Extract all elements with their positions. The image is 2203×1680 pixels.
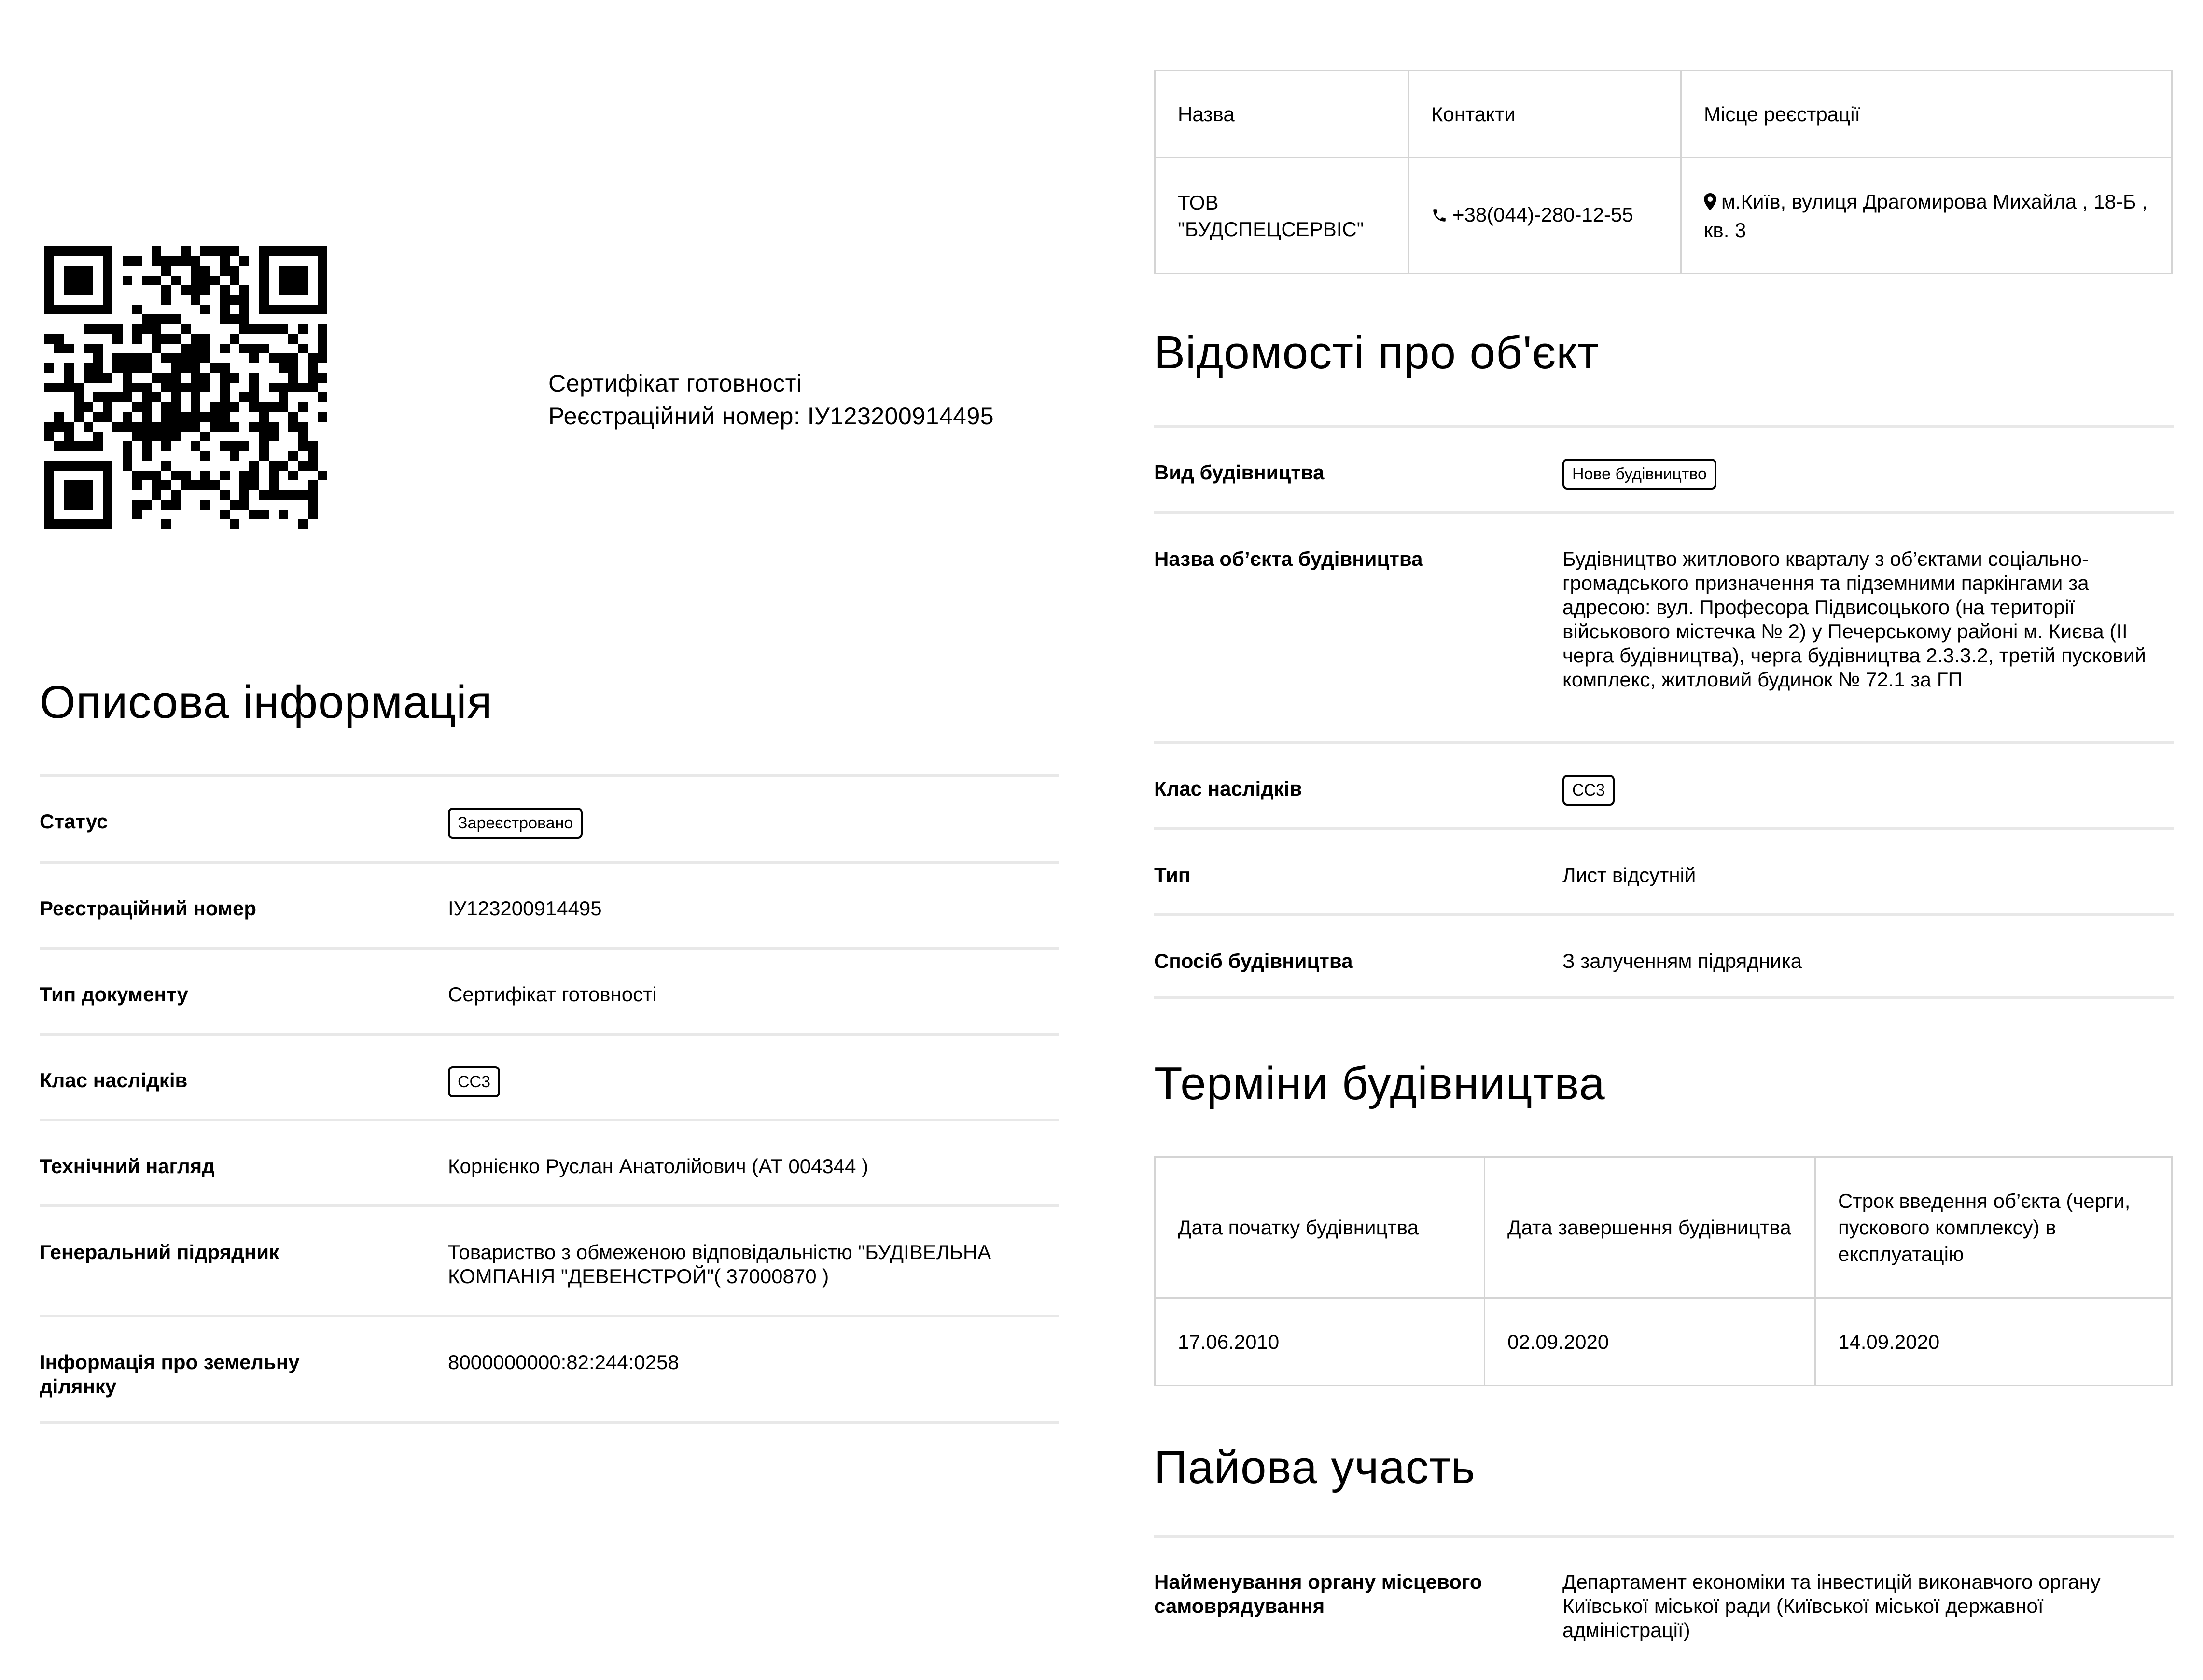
row-value: Будівництво житлового кварталу з об’єктами соціально-громадського призначення та підземними паркінгами за адресою: вул. Професора Підвисоцького (на території військового містечка № 2) у Печерському районі м. Києва (ІІ черга будівництва), черга будівництва 2.3.3.2, третій пусковий комплекс, житловий будинок № 72.1 за ГП: [1562, 547, 2146, 691]
commissioning-date: 14.09.2020: [1815, 1298, 2172, 1386]
header-start-date: Дата початку будівництва: [1155, 1157, 1485, 1298]
row-label: Вид будівництва: [1154, 461, 1325, 484]
row-value: Лист відсутній: [1562, 864, 1696, 886]
certificate-header: [548, 367, 994, 433]
row-label: Тип: [1154, 864, 1191, 886]
row-label: Генеральний підрядник: [40, 1241, 279, 1263]
company-address: [1681, 158, 2172, 274]
table-row: [40, 861, 1059, 947]
row-value: Товариство з обмеженою відповідальністю "БУДІВЕЛЬНА КОМПАНІЯ "ДЕВЕНСТРОЙ"( 37000870 ): [448, 1241, 991, 1288]
map-marker-icon: [1704, 190, 1716, 217]
row-value: Департамент економіки та інвестицій виконавчого органу Київської міської ради (Київської міської державної адміністрації): [1562, 1570, 2101, 1641]
row-label: Статус: [40, 810, 108, 833]
terms-title: Терміни будівництва: [1154, 1058, 1605, 1109]
table-row: [1154, 913, 2174, 999]
construction-type-badge: Нове будівництво: [1562, 459, 1716, 490]
object-info-table: [1154, 425, 2174, 999]
header-contacts: Контакти: [1408, 71, 1681, 158]
company-name: ТОВ "БУДСПЕЦСЕРВІС": [1155, 158, 1408, 274]
company-table: [1154, 70, 2173, 274]
table-row: [1154, 741, 2174, 827]
company-contacts: [1408, 158, 1681, 274]
row-value: З залученням підрядника: [1562, 950, 1802, 972]
row-label: Інформація про земельну ділянку: [40, 1351, 300, 1398]
row-label: Тип документу: [40, 983, 188, 1006]
header-end-date: Дата завершення будівництва: [1485, 1157, 1815, 1298]
table-row: [1154, 1535, 2174, 1680]
table-row: [1154, 511, 2174, 741]
certificate-title: Сертифікат готовності: [548, 370, 802, 397]
table-row: [40, 1315, 1059, 1424]
header-commissioning-date: Строк введення об’єкта (черги, пускового комплексу) в експлуатацію: [1815, 1157, 2172, 1298]
company-address-text: м.Київ, вулиця Драгомирова Михайла , 18-Б , кв. 3: [1704, 190, 2147, 241]
consequence-class-badge: СС3: [448, 1066, 500, 1097]
descriptive-table: [40, 774, 1059, 1424]
start-date: 17.06.2010: [1155, 1298, 1485, 1386]
company-phone: +38(044)-280-12-55: [1452, 203, 1633, 226]
table-row: [1154, 827, 2174, 913]
table-row: [40, 774, 1059, 861]
header-name: Назва: [1155, 71, 1408, 158]
row-value: ІУ123200914495: [448, 897, 602, 920]
end-date: 02.09.2020: [1485, 1298, 1815, 1386]
share-table: [1154, 1535, 2174, 1680]
header-registration-place: Місце реєстрації: [1681, 71, 2172, 158]
status-badge: Зареєстровано: [448, 808, 583, 839]
table-row: [40, 947, 1059, 1033]
table-row: [40, 1033, 1059, 1119]
row-label: Клас наслідків: [1154, 777, 1302, 800]
qr-code-icon: [44, 246, 327, 529]
phone-icon: [1431, 203, 1448, 230]
consequence-class-badge: СС3: [1562, 775, 1615, 806]
row-label: Назва об’єкта будівництва: [1154, 547, 1423, 570]
table-row: [1154, 425, 2174, 511]
row-label: Реєстраційний номер: [40, 897, 256, 920]
share-title: Пайова участь: [1154, 1442, 1476, 1493]
row-value: Сертифікат готовності: [448, 983, 657, 1006]
terms-table: [1154, 1156, 2173, 1386]
row-label: Найменування органу місцевого самоврядування: [1154, 1570, 1482, 1617]
row-label: Клас наслідків: [40, 1069, 188, 1092]
descriptive-title: Описова інформація: [40, 676, 493, 728]
row-label: Спосіб будівництва: [1154, 950, 1353, 972]
row-label: Технічний нагляд: [40, 1155, 215, 1177]
table-row: [40, 1204, 1059, 1315]
object-info-title: Відомості про об'єкт: [1154, 327, 1600, 378]
row-value: 8000000000:82:244:0258: [448, 1351, 679, 1373]
certificate-reg-number: Реєстраційний номер: ІУ123200914495: [548, 403, 994, 430]
row-value: Корнієнко Руслан Анатолійович (АТ 004344 ): [448, 1155, 869, 1177]
table-row: [40, 1119, 1059, 1204]
